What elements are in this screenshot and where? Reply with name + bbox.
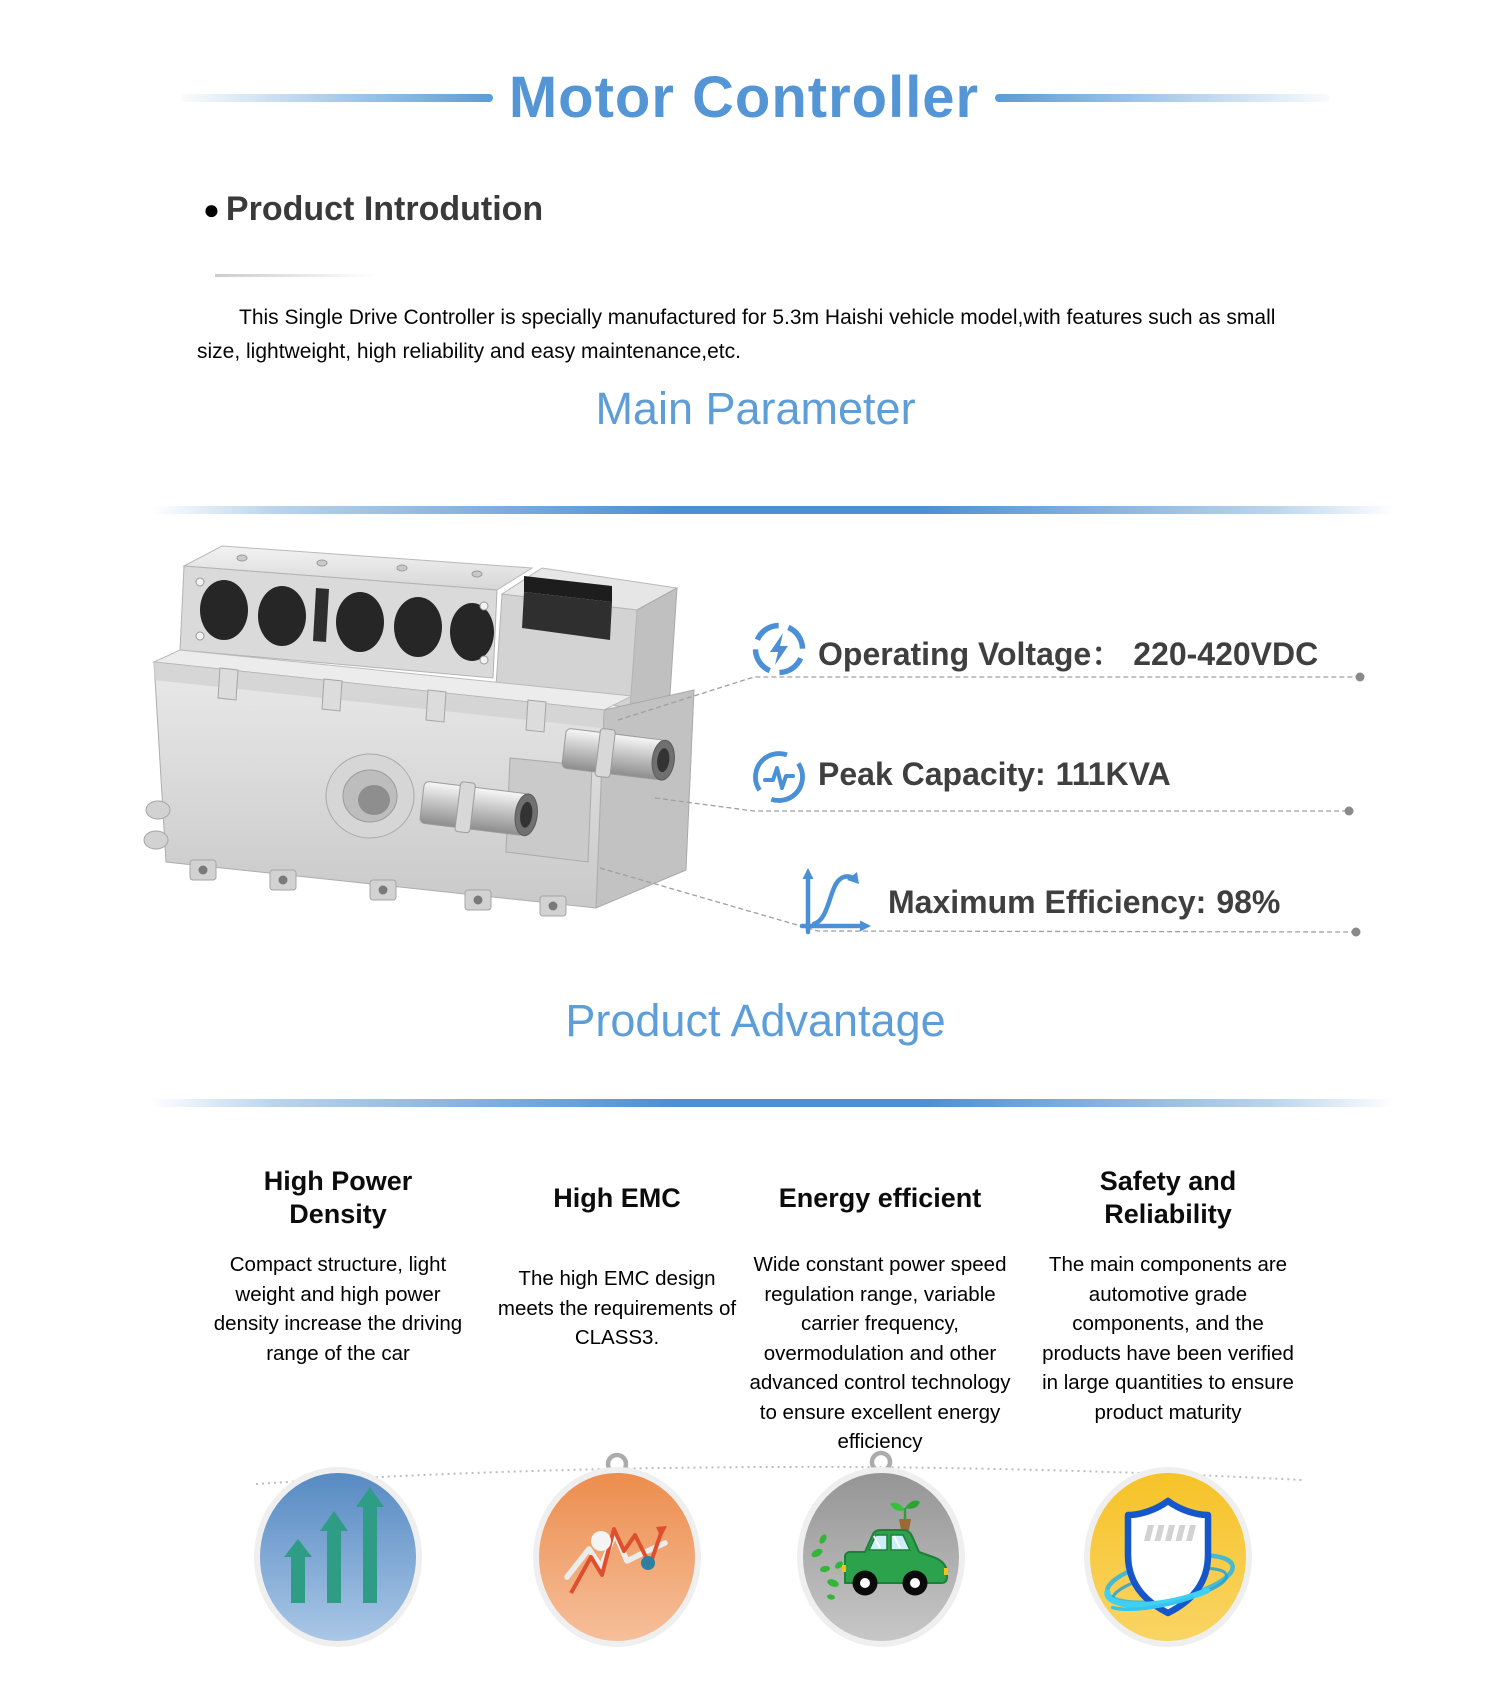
- intro-paragraph: This Single Drive Controller is specially manufactured for 5.3m Haishi vehicle model,with features such as small size, lightweight, high reliability and easy maintenance,etc.: [197, 306, 1276, 363]
- main-parameter-heading: Main Parameter: [595, 383, 916, 434]
- advantage-title: Safety and Reliability: [1099, 1166, 1237, 1229]
- page-title: Motor Controller: [508, 65, 980, 130]
- advantage-body: The main components are automotive grade components, and the products have been verified in large quantities to ensure product maturity: [1042, 1253, 1294, 1424]
- pulse-circle-icon: [750, 748, 808, 806]
- lightning-circle-icon: [750, 620, 808, 678]
- advantage-title: High Power Density: [263, 1166, 413, 1229]
- param-row-capacity: [818, 756, 1171, 793]
- param-row-voltage: [818, 629, 1318, 675]
- intro-heading: [203, 190, 543, 229]
- advantage-column-energy: [746, 1158, 1014, 1457]
- eco-car-icon: [800, 1470, 962, 1644]
- param-value: 98%: [1216, 884, 1281, 920]
- intro-underline: [215, 274, 377, 277]
- advantage-body: The high EMC design meets the requirements of CLASS3.: [497, 1267, 737, 1349]
- advantage-column-emc: [492, 1158, 742, 1353]
- param-row-efficiency: [888, 884, 1280, 921]
- param-value: 220-420VDC: [1133, 636, 1319, 672]
- page-header: [0, 64, 1511, 131]
- param-label: Operating Voltage：: [818, 636, 1124, 672]
- advantage-column-safety: [1038, 1158, 1298, 1427]
- param-value: 111KVA: [1055, 756, 1171, 792]
- motor-controller-illustration: [72, 510, 732, 955]
- growth-arrows-icon: [257, 1470, 419, 1644]
- bullet-icon: ●: [203, 193, 220, 225]
- rising-curve-chart-icon: [795, 864, 875, 938]
- section-divider-bottom: [150, 1099, 1395, 1107]
- advantage-body: Wide constant power speed regulation range, variable carrier frequency, overmodulation and other advanced control technology to ensure excellent energy efficiency: [749, 1253, 1011, 1453]
- product-advantage-heading: Product Advantage: [565, 995, 946, 1046]
- trend-chart-icon: [536, 1470, 698, 1644]
- advantage-icon-row: [0, 1430, 1511, 1700]
- advantage-title: High EMC: [553, 1182, 681, 1213]
- advantage-column-power-density: [210, 1158, 466, 1368]
- intro-heading-label: Product Introdution: [225, 190, 544, 228]
- advantage-title: Energy efficient: [778, 1182, 982, 1213]
- title-accent-line-left: [181, 94, 493, 102]
- advantage-body: Compact structure, light weight and high power density increase the driving range of the car: [213, 1253, 463, 1365]
- param-label: Maximum Efficiency:: [888, 884, 1207, 920]
- title-accent-line-right: [995, 94, 1330, 102]
- shield-orbit-icon: [1087, 1470, 1249, 1644]
- param-label: Peak Capacity:: [818, 756, 1046, 792]
